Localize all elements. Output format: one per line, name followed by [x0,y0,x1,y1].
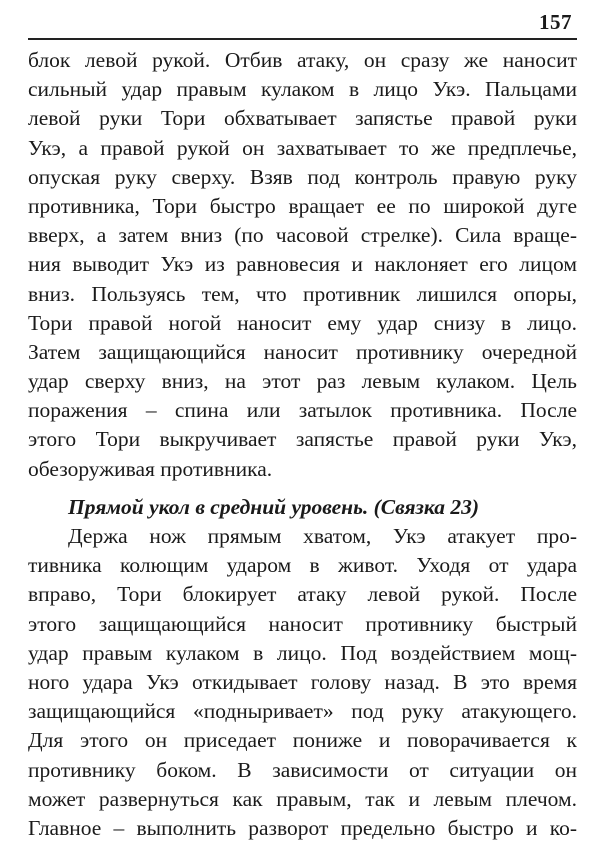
text-line: защищающийся «подныривает» под руку атакующего. [28,699,577,724]
text-line: вправо, Тори блокирует атаку левой рукой. После [28,582,577,607]
text-line: сильный удар правым кулаком в лицо Укэ. Пальцами [28,77,577,102]
text-line: ния выводит Укэ из равновесия и наклоняет его лицом [28,252,577,277]
text-line: вверх, а затем вниз (по часовой стрелке). Сила враще- [28,223,577,248]
text-line: удар правым кулаком в лицо. Под воздействием мощ- [28,640,577,665]
text-line: этого защищающийся наносит противнику быстрый [28,611,577,636]
page-number: 157 [539,10,572,34]
text-line: Укэ, а правой рукой он захватывает то же предплечье, [28,135,577,160]
text-line: левой руки Тори обхватывает запястье правой руки [28,106,577,131]
text-line: этого Тори выкручивает запястье правой руки Укэ, [28,427,577,452]
text-line: блок левой рукой. Отбив атаку, он сразу же наносит [28,48,577,72]
text-line: вниз. Пользуясь тем, что противник лишился опоры, [28,281,577,306]
paragraph-1 [28,46,577,484]
text-line: тивника колющим ударом в живот. Уходя от удара [28,553,577,578]
text-line: удар сверху вниз, на этот раз левым кулаком. Цель [28,369,577,394]
text-line: опуская руку сверху. Взяв под контроль правую руку [28,164,577,189]
paragraph-2 [28,522,577,843]
text-line: Главное – выполнить разворот предельно быстро и ко- [28,815,577,840]
text-line: поражения – спина или затылок противника. После [28,398,577,423]
text-line: обезоруживая противника. [28,456,273,481]
text-line: может развернуться как правым, так и левым плечом. [28,786,577,811]
text-line: Для этого он приседает пониже и поворачивается к [28,728,577,753]
text-line: противника, Тори быстро вращает ее по широкой дуге [28,193,577,218]
text-line: противнику боком. В зависимости от ситуации он [28,757,577,782]
text-line: ного удара Укэ откидывает голову назад. В это время [28,669,577,694]
section-heading: Прямой укол в средний уровень. (Связка 23) [68,495,480,519]
text-line: Тори правой ногой наносит ему удар снизу в лицо. [28,310,577,335]
text-line: Затем защищающийся наносит противнику очередной [28,339,577,364]
text-line: Держа нож прямым хватом, Укэ атакует про- [68,524,577,548]
header-rule [28,38,577,40]
